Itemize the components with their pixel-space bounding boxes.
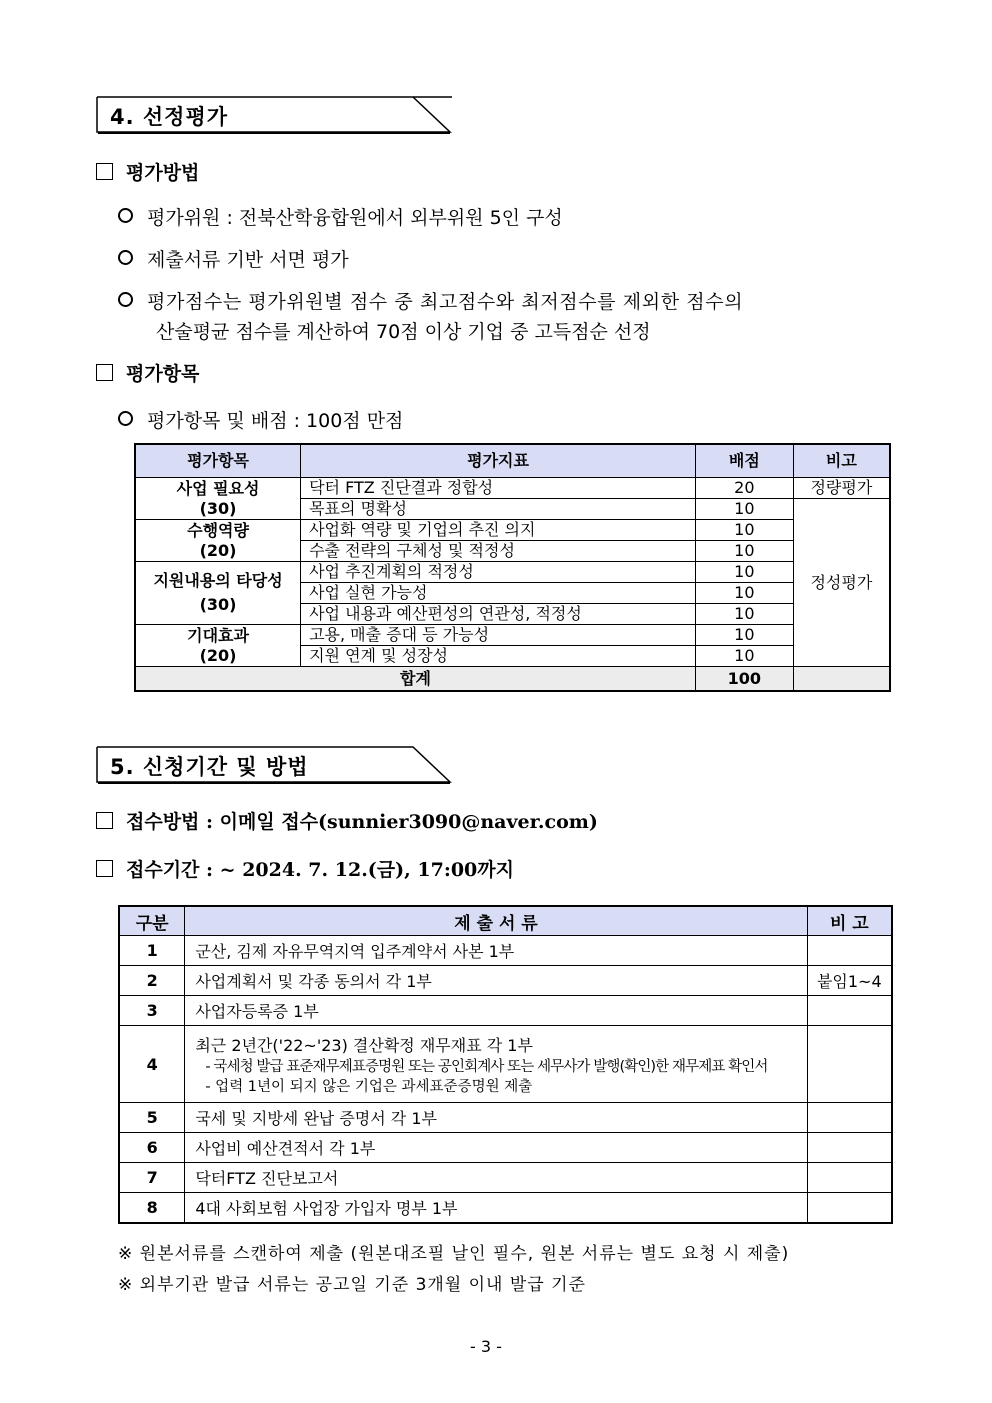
row-remark xyxy=(807,936,892,966)
method-item-text: 평가점수는 평가위원별 점수 중 최고점수와 최저점수를 제외한 점수의 xyxy=(147,291,744,313)
group-effect xyxy=(135,625,301,667)
note-1: ※ 원본서류를 스캔하여 제출 (원본대조필 날인 필수, 원본 서류는 별도 요청 시 제출) xyxy=(118,1244,790,1264)
row-doc: 닥터FTZ 진단보고서 xyxy=(185,1163,807,1193)
table-header-row xyxy=(119,906,892,936)
row-no: 2 xyxy=(119,966,185,996)
remark-qual: 정성평가 xyxy=(793,499,890,667)
header-score: 배점 xyxy=(695,444,793,478)
method-item-3 xyxy=(118,287,743,314)
row-remark xyxy=(807,1193,892,1223)
score: 10 xyxy=(695,562,793,583)
total-row xyxy=(135,667,890,692)
table-row xyxy=(135,562,890,583)
square-bullet-icon xyxy=(96,364,113,381)
method-heading xyxy=(96,158,199,185)
items-heading xyxy=(96,359,199,386)
remark-quant: 정량평가 xyxy=(793,478,890,499)
score: 10 xyxy=(695,604,793,625)
table-row xyxy=(119,966,892,996)
group-capability xyxy=(135,520,301,562)
group-points: (30) xyxy=(199,498,237,518)
row-doc-main: 최근 2년간('22~'23) 결산확정 재무재표 각 1부 xyxy=(195,1035,533,1055)
row-no: 4 xyxy=(119,1026,185,1103)
row-no: 6 xyxy=(119,1133,185,1163)
row-doc xyxy=(185,1026,807,1103)
method-heading-text: 평가방법 xyxy=(126,162,200,184)
circle-bullet-icon xyxy=(118,292,133,307)
section-5-title: 5. 신청기간 및 방법 xyxy=(110,755,309,779)
section-4-heading xyxy=(96,96,450,132)
circle-bullet-icon xyxy=(118,411,133,426)
row-doc-sub: - 국세청 발급 표준재무제표증명원 또는 공인회계사 또는 세무사가 발행(확인)한 재무제표 확인서 xyxy=(205,1058,768,1075)
group-points: (20) xyxy=(199,645,237,665)
row-no: 7 xyxy=(119,1163,185,1193)
indicator: 사업 내용과 예산편성의 연관성, 적정성 xyxy=(301,604,696,625)
period-line-text: 접수기간 : ~ 2024. 7. 12.(금), 17:00까지 xyxy=(126,859,514,881)
row-remark: 붙임1~4 xyxy=(807,966,892,996)
score: 10 xyxy=(695,646,793,667)
indicator: 고용, 매출 증대 등 가능성 xyxy=(301,625,696,646)
items-intro xyxy=(118,406,403,433)
items-heading-text: 평가항목 xyxy=(126,363,200,385)
total-score: 100 xyxy=(695,667,793,692)
row-doc-sub: - 업력 1년이 되지 않은 기업은 과세표준증명원 제출 xyxy=(205,1078,533,1095)
table-row xyxy=(135,625,890,646)
table-row xyxy=(119,1163,892,1193)
group-validity xyxy=(135,562,301,625)
header-item: 평가항목 xyxy=(135,444,301,478)
row-no: 3 xyxy=(119,996,185,1026)
row-doc: 사업비 예산견적서 각 1부 xyxy=(185,1133,807,1163)
row-remark xyxy=(807,1163,892,1193)
row-doc: 국세 및 지방세 완납 증명서 각 1부 xyxy=(185,1103,807,1133)
method-item-text: 평가위원 : 전북산학융합원에서 외부위원 5인 구성 xyxy=(147,207,563,229)
row-remark xyxy=(807,1133,892,1163)
circle-bullet-icon xyxy=(118,250,133,265)
method-item-2 xyxy=(118,245,349,272)
row-doc: 4대 사회보험 사업장 가입자 명부 1부 xyxy=(185,1193,807,1223)
section-4-title: 4. 선정평가 xyxy=(110,105,229,129)
row-doc: 사업자등록증 1부 xyxy=(185,996,807,1026)
row-no: 5 xyxy=(119,1103,185,1133)
circle-bullet-icon xyxy=(118,208,133,223)
score: 10 xyxy=(695,625,793,646)
items-intro-text: 평가항목 및 배점 : 100점 만점 xyxy=(147,410,404,432)
method-line-text: 접수방법 : 이메일 접수(sunnier3090@naver.com) xyxy=(126,811,598,833)
header-doc: 제 출 서 류 xyxy=(185,906,807,936)
row-doc: 군산, 김제 자유무역지역 입주계약서 사본 1부 xyxy=(185,936,807,966)
method-item-3-cont: 산술평균 점수를 계산하여 70점 이상 기업 중 고득점순 선정 xyxy=(156,321,651,343)
indicator: 사업 추진계획의 적정성 xyxy=(301,562,696,583)
table-row xyxy=(119,936,892,966)
table-row xyxy=(135,478,890,499)
indicator: 닥터 FTZ 진단결과 정합성 xyxy=(301,478,696,499)
evaluation-table xyxy=(134,443,891,692)
indicator: 지원 연계 및 성장성 xyxy=(301,646,696,667)
group-points: (30) xyxy=(199,595,237,614)
total-remark xyxy=(793,667,890,692)
total-label: 합계 xyxy=(135,667,695,692)
square-bullet-icon xyxy=(96,163,113,180)
period-line xyxy=(96,855,514,882)
indicator: 목표의 명확성 xyxy=(301,499,696,520)
row-doc: 사업계획서 및 각종 동의서 각 1부 xyxy=(185,966,807,996)
score: 10 xyxy=(695,541,793,562)
method-item-text: 제출서류 기반 서면 평가 xyxy=(147,249,349,271)
header-remark: 비 고 xyxy=(807,906,892,936)
score: 10 xyxy=(695,583,793,604)
table-row xyxy=(119,1193,892,1223)
score: 10 xyxy=(695,499,793,520)
table-row xyxy=(119,996,892,1026)
indicator: 사업 실현 가능성 xyxy=(301,583,696,604)
table-row xyxy=(119,1026,892,1103)
header-no: 구분 xyxy=(119,906,185,936)
group-name: 기대효과 xyxy=(187,625,249,645)
method-line xyxy=(96,807,598,834)
note-2: ※ 외부기관 발급 서류는 공고일 기준 3개월 이내 발급 기준 xyxy=(118,1275,586,1295)
score: 20 xyxy=(695,478,793,499)
square-bullet-icon xyxy=(96,812,113,829)
group-points: (20) xyxy=(199,540,237,560)
documents-table xyxy=(118,905,893,1224)
row-no: 8 xyxy=(119,1193,185,1223)
row-remark xyxy=(807,1026,892,1103)
group-need xyxy=(135,478,301,520)
score: 10 xyxy=(695,520,793,541)
header-remark: 비고 xyxy=(793,444,890,478)
method-item-1 xyxy=(118,203,563,230)
square-bullet-icon xyxy=(96,860,113,877)
section-5-heading xyxy=(96,746,450,782)
page-number: - 3 - xyxy=(470,1337,502,1356)
table-header-row xyxy=(135,444,890,478)
row-remark xyxy=(807,1103,892,1133)
table-row xyxy=(135,520,890,541)
row-remark xyxy=(807,996,892,1026)
row-no: 1 xyxy=(119,936,185,966)
group-name: 수행역량 xyxy=(187,520,249,540)
indicator: 수출 전략의 구체성 및 적정성 xyxy=(301,541,696,562)
header-indicator: 평가지표 xyxy=(301,444,696,478)
group-name: 지원내용의 타당성 xyxy=(153,571,283,590)
table-row xyxy=(119,1133,892,1163)
group-name: 사업 필요성 xyxy=(176,478,260,498)
table-row xyxy=(119,1103,892,1133)
indicator: 사업화 역량 및 기업의 추진 의지 xyxy=(301,520,696,541)
